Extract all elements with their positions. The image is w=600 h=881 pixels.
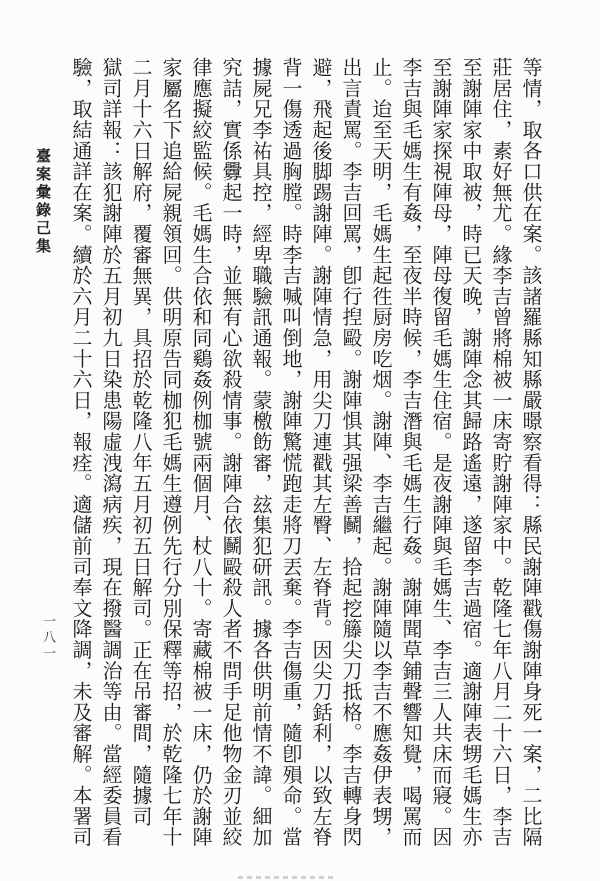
text-column: 據屍兄李祐具控，經卑職驗訊通報。蒙檄飭審，玆集犯研訊。據各供明前情不諱。細加 [249, 57, 273, 848]
text-column: 家屬名下追給屍親領回。供明原告同枷犯毛媽生遵例先行分別保釋等招，於乾隆七年十 [159, 57, 183, 848]
text-column: 獄司詳報：該犯謝陣於五月初九日染患陽虛洩瀉病疾，現在撥醫調治等由。當經委員看 [99, 57, 123, 848]
text-column: 止。迨至天明，毛媽生起徃厨房吃烟。謝陣、李吉繼起。謝陣隨以李吉不應姦伊表甥， [369, 57, 393, 848]
text-column: 李吉與毛媽生有姦，至夜半時候，李吉潛與毛媽生行姦。謝陣聞草鋪聲響知覺，喝罵而 [399, 57, 423, 848]
text-column: 出言責罵。李吉回罵，卽行揑毆。謝陣惧其强梁善鬭，拾起挖籐尖刀抵格。李吉轉身閃 [339, 57, 363, 848]
scan-edge-artifact [238, 876, 334, 879]
body-text [66, 57, 546, 851]
text-column: 驗，取結通詳在案。續於六月二十六日，報痊。適儲前司奉文降調，未及審解。本署司 [69, 57, 93, 848]
text-column: 律應擬絞監候。毛媽生合依和同鷄姦例枷號兩個月、杖八十。寄藏棉被一床，仍於謝陣 [189, 57, 213, 848]
text-column: 究詰，實係釁起一時，並無有心欲殺情事。謝陣合依鬭毆殺人者不問手足他物金刃並絞 [219, 57, 243, 848]
text-column: 至謝陣家探視陣母，陣母復留毛媽生住宿。是夜謝陣與毛媽生、李吉三人共床而寢。因 [429, 57, 453, 848]
text-column: 避，飛起後脚踢謝陣。謝陣情急，用尖刀連戳其左臀、左脊背。因尖刀銛利，以致左脊 [309, 57, 333, 848]
text-column: 背一傷透過胸膛。時李吉喊叫倒地，謝陣驚慌跑走將刀丟棄。李吉傷重，隨卽殞命。當 [279, 57, 303, 848]
text-column: 等情，取各口供在案。該諸羅縣知縣嚴暻察看得：縣民謝陣戳傷謝陣身死一案，二比隔 [519, 57, 543, 848]
text-column: 至謝陣家中取被，時已天晚，謝陣念其歸路遙遠，遂留李吉過宿。適謝陣表甥毛媽生亦 [459, 57, 483, 848]
text-column: 莊居住，素好無尤。緣李吉曾將棉被一床寄貯謝陣家中。乾隆七年八月二十六日，李吉 [489, 57, 513, 848]
book-title-margin-label: 臺案彙錄己集 [34, 148, 52, 256]
page-number: 一八一 [40, 614, 55, 662]
text-column: 二月十六日解府，覆審無異，具招於乾隆八年五月初五日解司。正在吊審間，隨據司 [129, 57, 153, 827]
